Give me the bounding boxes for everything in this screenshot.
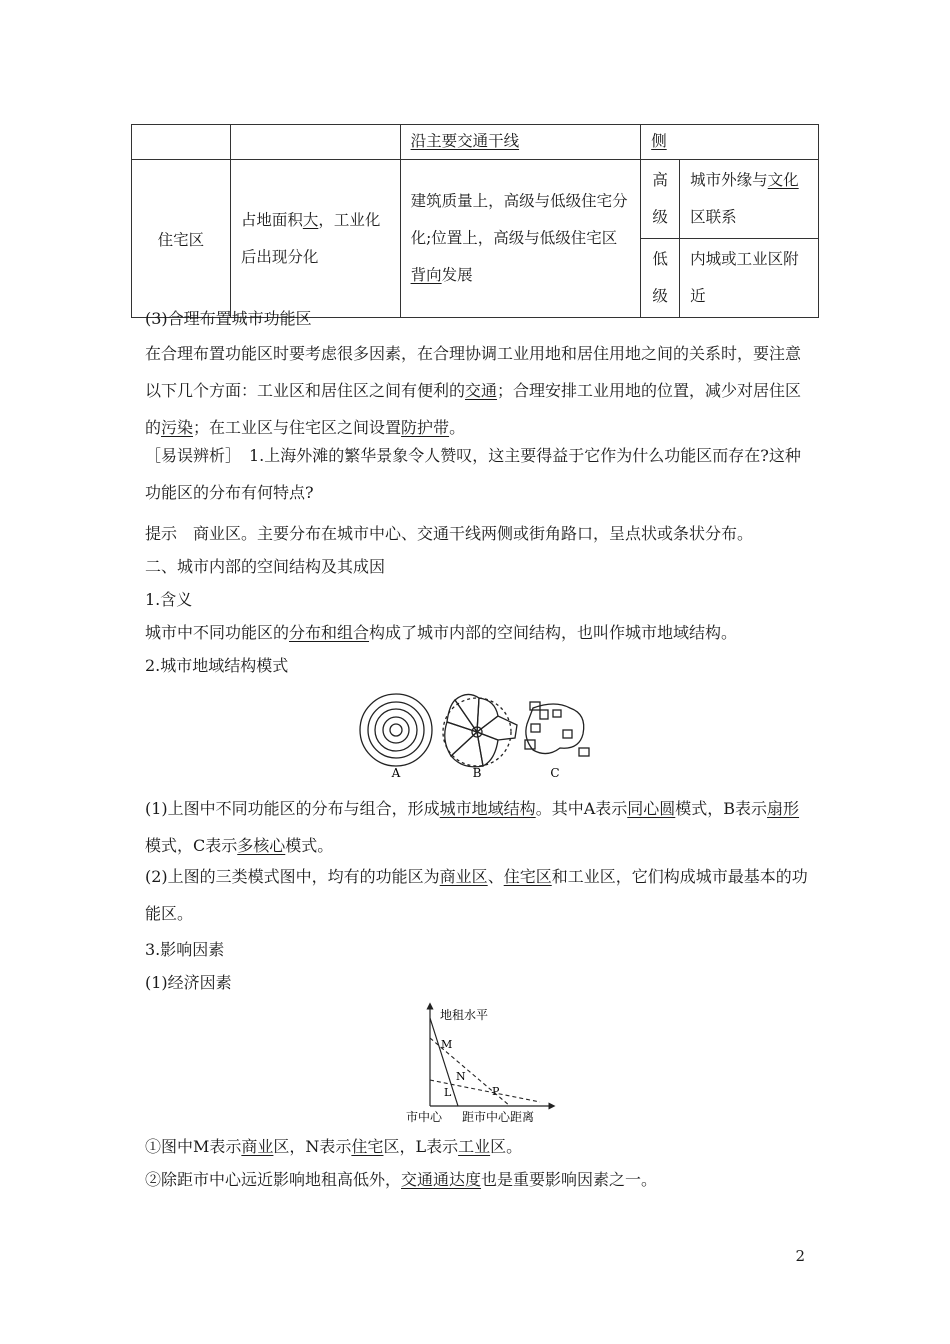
table-cell xyxy=(400,125,641,160)
fig-label-c: C xyxy=(550,766,560,780)
fig-label-b: B xyxy=(472,766,482,780)
sector-model xyxy=(443,694,517,766)
paragraph: ②除距市中心远近影响地租高低外，交通通达度也是重要影响因素之一。 xyxy=(145,1170,658,1189)
label-m: M xyxy=(441,1038,453,1051)
residential-differentiation: 建筑质量上，高级与低级住宅分化;位置上，高级与低级住宅区背向发展 xyxy=(410,192,628,284)
low-grade-label: 低级 xyxy=(652,250,668,305)
label-n: N xyxy=(456,1070,466,1083)
subheading: 3.影响因素 xyxy=(145,940,225,959)
commercial-location-tail: 侧 xyxy=(651,132,667,150)
subheading: 2.城市地域结构模式 xyxy=(145,656,289,675)
error-analysis: ［易误辨析］ 1.上海外滩的繁华景象令人赞叹，这主要得益于它作为什么功能区而存在?这种功能区的分布有何特点? xyxy=(145,446,801,502)
table-cell xyxy=(641,160,680,239)
concentric-zone-model xyxy=(360,694,432,766)
fig-label-a: A xyxy=(391,766,401,780)
hint: 提示 商业区。主要分布在城市中心、交通干线两侧或街角路口，呈点状或条状分布。 xyxy=(145,524,754,543)
table-row xyxy=(132,125,819,160)
high-grade-label: 高级 xyxy=(652,171,668,226)
table-cell xyxy=(132,160,231,318)
urban-structure-models-figure xyxy=(355,690,595,782)
table-cell xyxy=(230,160,400,318)
table-cell xyxy=(680,239,819,318)
table-cell xyxy=(680,160,819,239)
section-heading: 二、城市内部的空间结构及其成因 xyxy=(145,557,386,576)
table-cell xyxy=(132,125,231,160)
y-axis-label: 地租水平 xyxy=(440,1008,489,1022)
x-axis-origin-label: 市中心 xyxy=(406,1110,443,1124)
table-row xyxy=(132,160,819,239)
table-cell xyxy=(641,239,680,318)
paragraph: ①图中M表示商业区，N表示住宅区，L表示工业区。 xyxy=(145,1137,523,1156)
high-grade-location: 城市外缘与文化区联系 xyxy=(690,171,799,226)
functional-zone-table xyxy=(131,124,819,318)
table-cell xyxy=(641,125,819,160)
residential-zone-label: 住宅区 xyxy=(157,230,205,249)
label-p: P xyxy=(492,1085,500,1098)
paragraph: 城市中不同功能区的分布和组合构成了城市内部的空间结构，也叫作城市地域结构。 xyxy=(145,623,738,642)
subheading: 1.含义 xyxy=(145,590,193,609)
subheading: (1)经济因素 xyxy=(145,973,232,992)
commercial-location-text: 沿主要交通干线 xyxy=(410,132,520,150)
table-cell xyxy=(230,125,400,160)
section-heading: (3)合理布置城市功能区 xyxy=(145,309,312,328)
paragraph: (2)上图的三类模式图中，均有的功能区为商业区、住宅区和工业区，它们构成城市最基本的功能区。 xyxy=(145,867,808,923)
low-grade-location: 内城或工业区附近 xyxy=(690,250,799,305)
paragraph: 在合理布置功能区时要考虑很多因素，在合理协调工业用地和居住用地之间的关系时，要注意以下几个方面：工业区和居住区之间有便利的交通；合理安排工业用地的位置，减少对居住区的污染；在工业区与住宅区之间设置防护带。 xyxy=(145,344,802,437)
label-l: L xyxy=(444,1086,452,1099)
paragraph: (1)上图中不同功能区的分布与组合，形成城市地域结构。其中A表示同心圆模式，B表示扇形模式，C表示多核心模式。 xyxy=(145,799,800,855)
bid-rent-graph xyxy=(400,1002,560,1126)
x-axis-label: 距市中心距离 xyxy=(462,1110,535,1124)
multiple-nuclei-model xyxy=(525,702,589,756)
residential-feature: 占地面积大，工业化后出现分化 xyxy=(240,210,381,266)
table-cell xyxy=(400,160,641,318)
page-number: 2 xyxy=(795,1247,805,1265)
